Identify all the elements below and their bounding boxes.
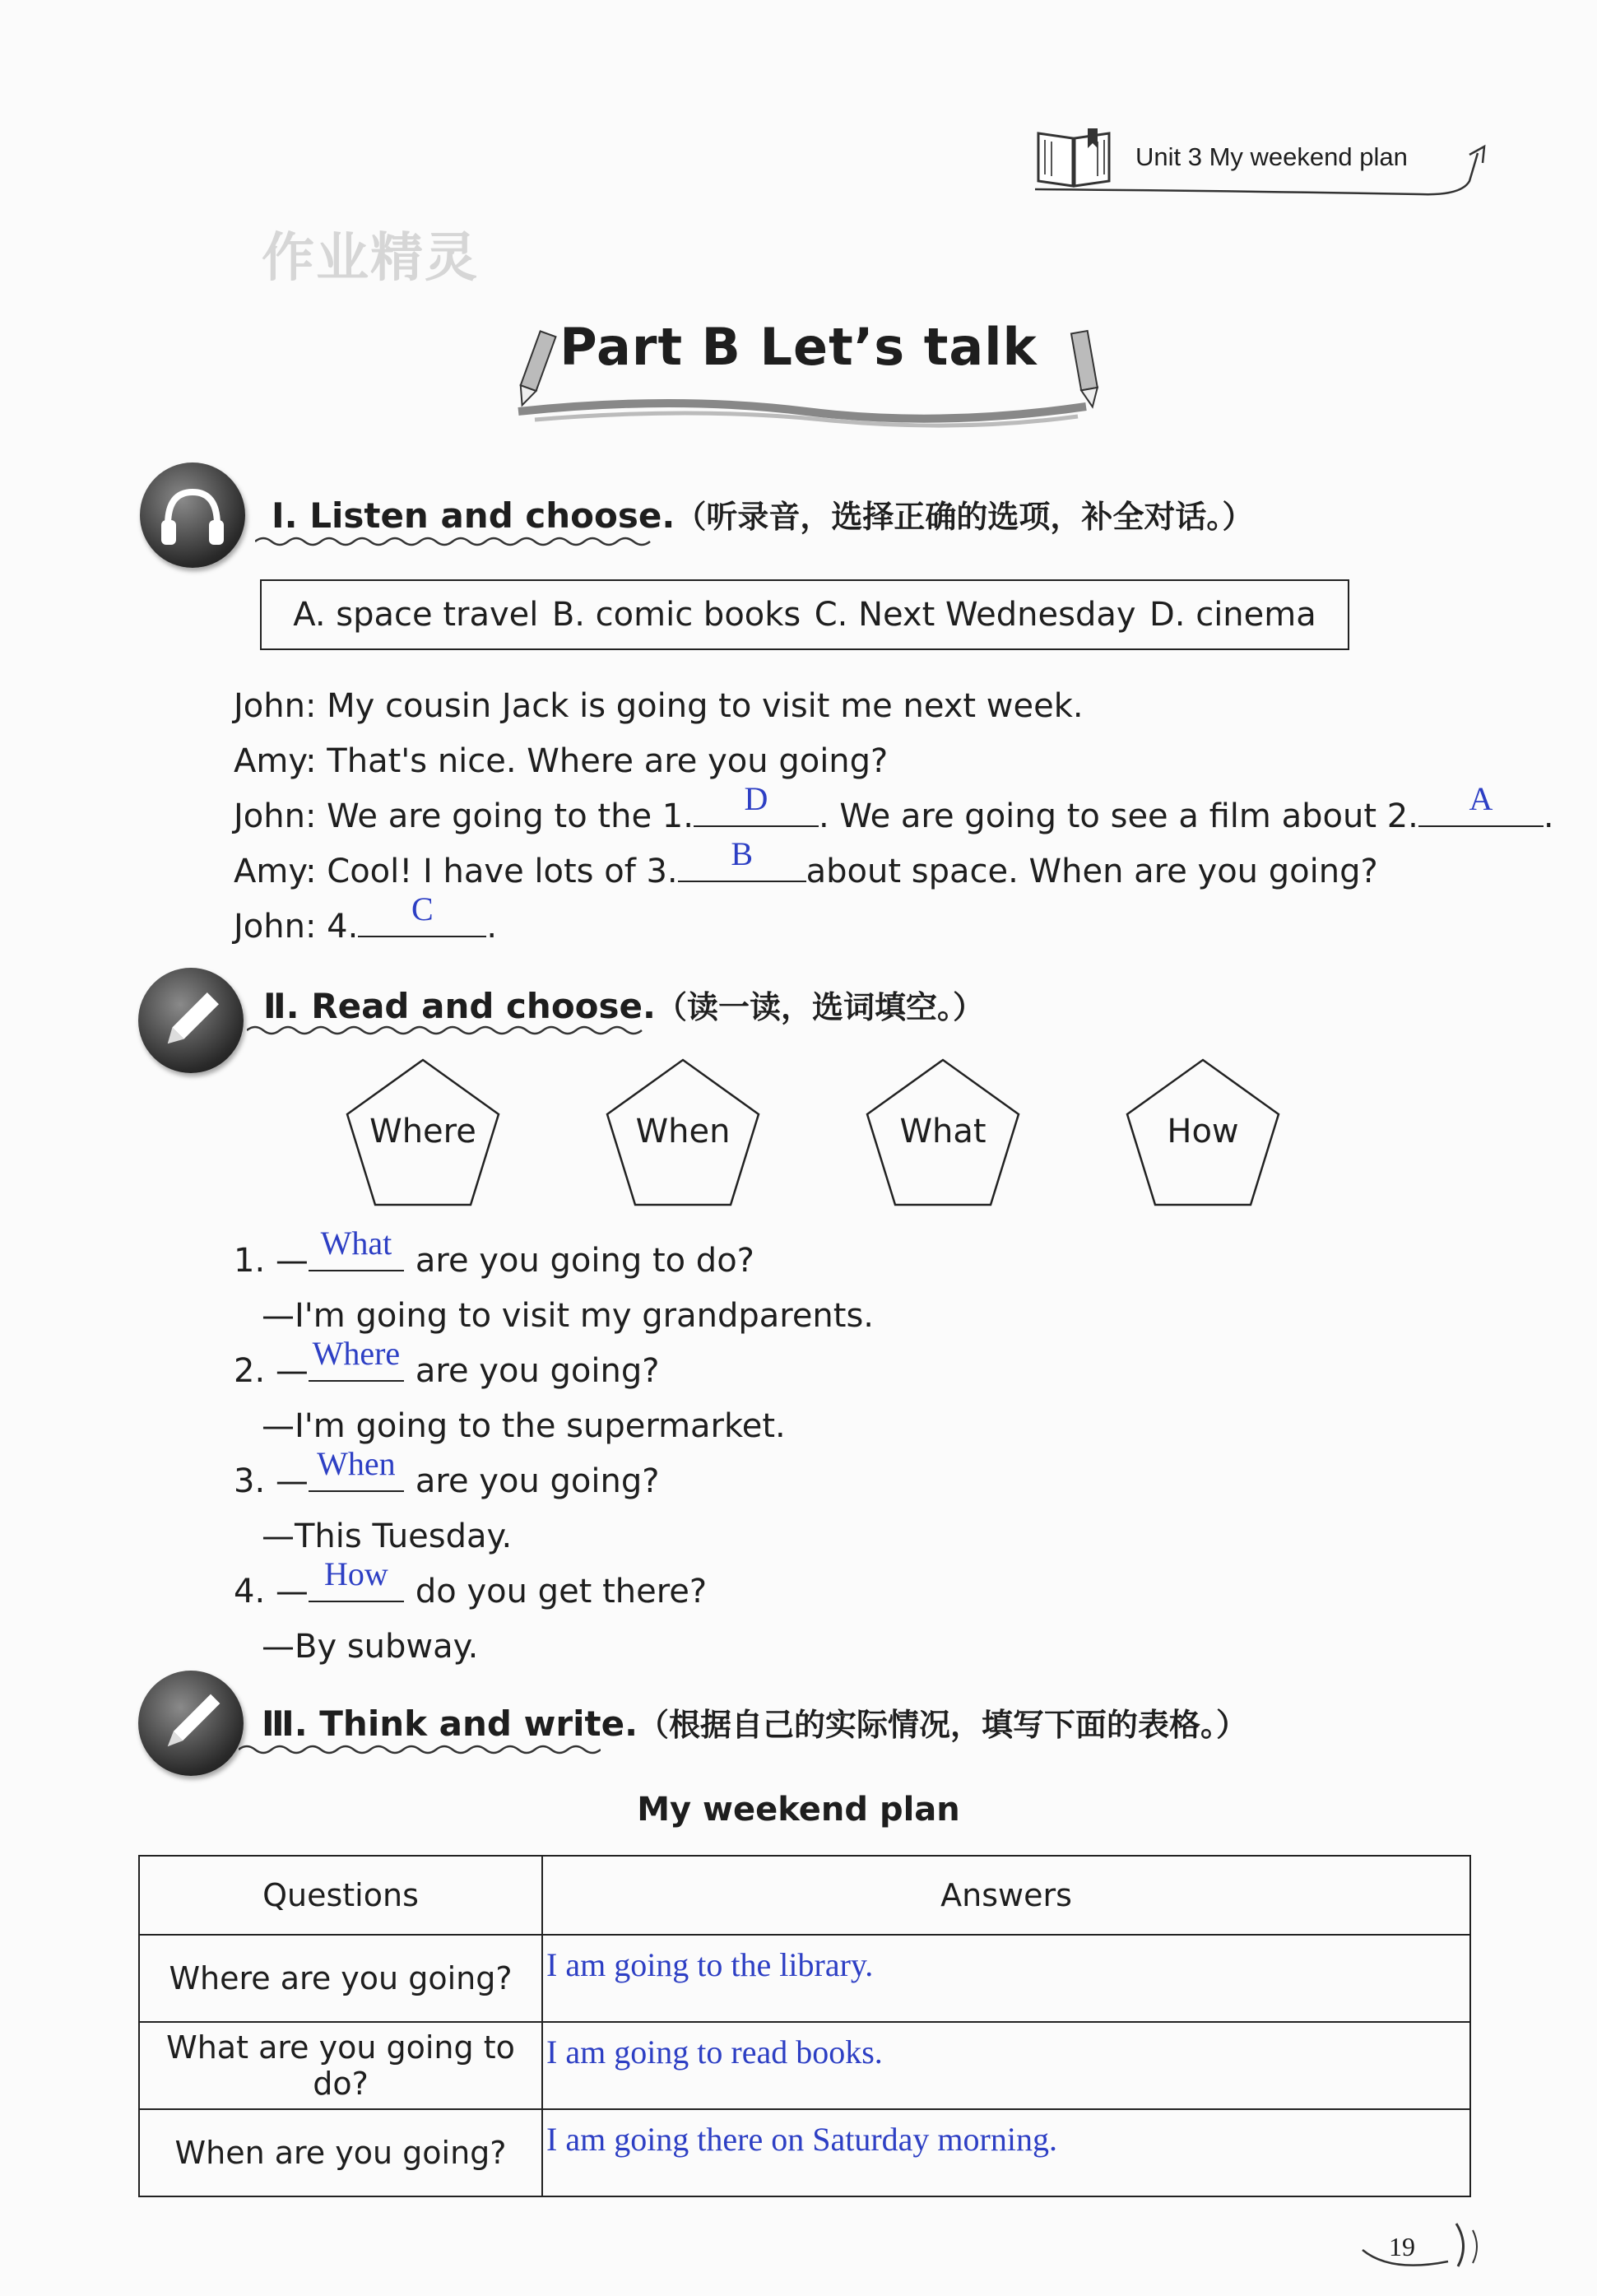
option-d: D. cinema [1149,596,1316,634]
header-underline [1033,132,1494,206]
item-1-blank[interactable] [309,1225,404,1271]
word-when: When [635,1113,731,1150]
dialogue-line-5-part2: . [486,908,498,946]
pencil-icon [138,968,244,1073]
item-2-reply: —I'm going to the supermarket. [262,1407,786,1445]
section-3-heading [262,1699,1247,1745]
row-3-answer[interactable]: I am going there on Saturday morning. [542,2109,1470,2196]
item-1-answer: What [320,1225,392,1262]
section-1-wave [255,533,658,550]
item-4-blank[interactable] [309,1555,404,1602]
headphones-icon [140,462,245,568]
row-2-answer[interactable]: I am going to read books. [542,2022,1470,2109]
title-swoosh [510,387,1103,436]
item-4-reply: —By subway. [262,1628,479,1666]
dialogue-line-2: Amy: That's nice. Where are you going? [234,742,889,780]
word-where: Where [369,1113,476,1150]
item-1-rest: are you going to do? [415,1242,754,1280]
item-3-number: 3. — [234,1462,309,1500]
option-c: C. Next Wednesday [814,596,1136,634]
blank-2-answer: A [1469,780,1493,817]
dialogue-line-5 [234,890,498,946]
blank-3-answer: B [731,835,753,872]
section-3-title: Ⅲ. Think and write. [262,1703,638,1744]
section-3-wave [239,1741,601,1758]
item-2-answer: Where [312,1335,401,1372]
section-2-title: Ⅱ. Read and choose. [263,986,656,1026]
dialogue-line-3-part1: John: We are going to the 1. [234,797,694,835]
table-row [139,1935,1470,2022]
item-2-number: 2. — [234,1352,309,1390]
option-a: A. space travel [293,596,539,634]
item-3-reply: —This Tuesday. [262,1517,513,1555]
pen-icon [138,1671,244,1776]
weekend-plan-table [138,1855,1471,2197]
options-box [260,579,1349,650]
item-3-question [234,1445,660,1500]
blank-1[interactable] [694,780,819,827]
item-3-answer: When [317,1445,396,1482]
dialogue-line-4-part2: about space. When are you going? [805,853,1378,890]
item-4-answer: How [324,1555,388,1592]
dialogue-line-1: John: My cousin Jack is going to visit me next week. [234,687,1084,725]
dialogue-line-3 [234,780,1554,835]
blank-4[interactable] [358,890,486,937]
option-b: B. comic books [551,596,801,634]
word-card-how [1121,1055,1285,1211]
word-card-where [341,1055,505,1211]
dialogue-line-4-part1: Amy: Cool! I have lots of 3. [234,853,678,890]
dialogue-line-3-part2: . We are going to see a film about 2. [818,797,1418,835]
item-1-reply: —I'm going to visit my grandparents. [262,1297,875,1335]
item-3-rest: are you going? [415,1462,660,1500]
item-1-number: 1. — [234,1242,309,1280]
unit-label: Unit 3 My weekend plan [1135,142,1408,171]
blank-1-answer: D [744,780,768,817]
section-3-instruction: （根据自己的实际情况，填写下面的表格。） [638,1707,1248,1743]
word-what: What [899,1113,987,1150]
row-3-question: When are you going? [139,2109,542,2196]
table-row [139,2022,1470,2109]
item-1-question [234,1225,754,1280]
item-4-rest: do you get there? [415,1573,708,1610]
blank-3[interactable] [678,835,806,882]
section-2-instruction: （读一读，选词填空。） [655,989,984,1025]
page-number: 19 [1389,2232,1415,2261]
section-1-heading [272,491,1253,537]
table-header-row [139,1856,1470,1935]
dialogue-line-4 [234,835,1378,890]
dialogue-line-5-part1: John: 4. [234,908,359,946]
blank-2[interactable] [1418,780,1544,827]
section-2-heading [263,982,984,1027]
watermark: 作业精灵 [262,228,479,289]
section-1-title: Ⅰ. Listen and choose. [272,495,675,536]
item-2-question [234,1335,660,1390]
item-4-number: 4. — [234,1573,309,1610]
dialogue-line-3-part3: . [1543,797,1554,835]
table-title: My weekend plan [637,1791,960,1829]
row-1-answer[interactable]: I am going to the library. [542,1935,1470,2022]
section-1-instruction: （听录音，选择正确的选项，补全对话。） [675,499,1254,535]
item-2-blank[interactable] [309,1335,404,1382]
table-row [139,2109,1470,2196]
page-title: Part B Let’s talk [559,317,1038,377]
word-card-what [861,1055,1025,1211]
word-how: How [1167,1113,1239,1150]
item-3-blank[interactable] [309,1445,404,1492]
word-card-when [601,1055,765,1211]
blank-4-answer: C [411,890,434,927]
item-2-rest: are you going? [415,1352,660,1390]
item-4-question [234,1555,708,1610]
section-2-wave [247,1022,650,1039]
col-answers-header: Answers [542,1856,1470,1935]
row-1-question: Where are you going? [139,1935,542,2022]
page-number-swoosh [1358,2212,1489,2278]
row-2-question: What are you going to do? [139,2022,542,2109]
col-questions-header: Questions [139,1856,542,1935]
